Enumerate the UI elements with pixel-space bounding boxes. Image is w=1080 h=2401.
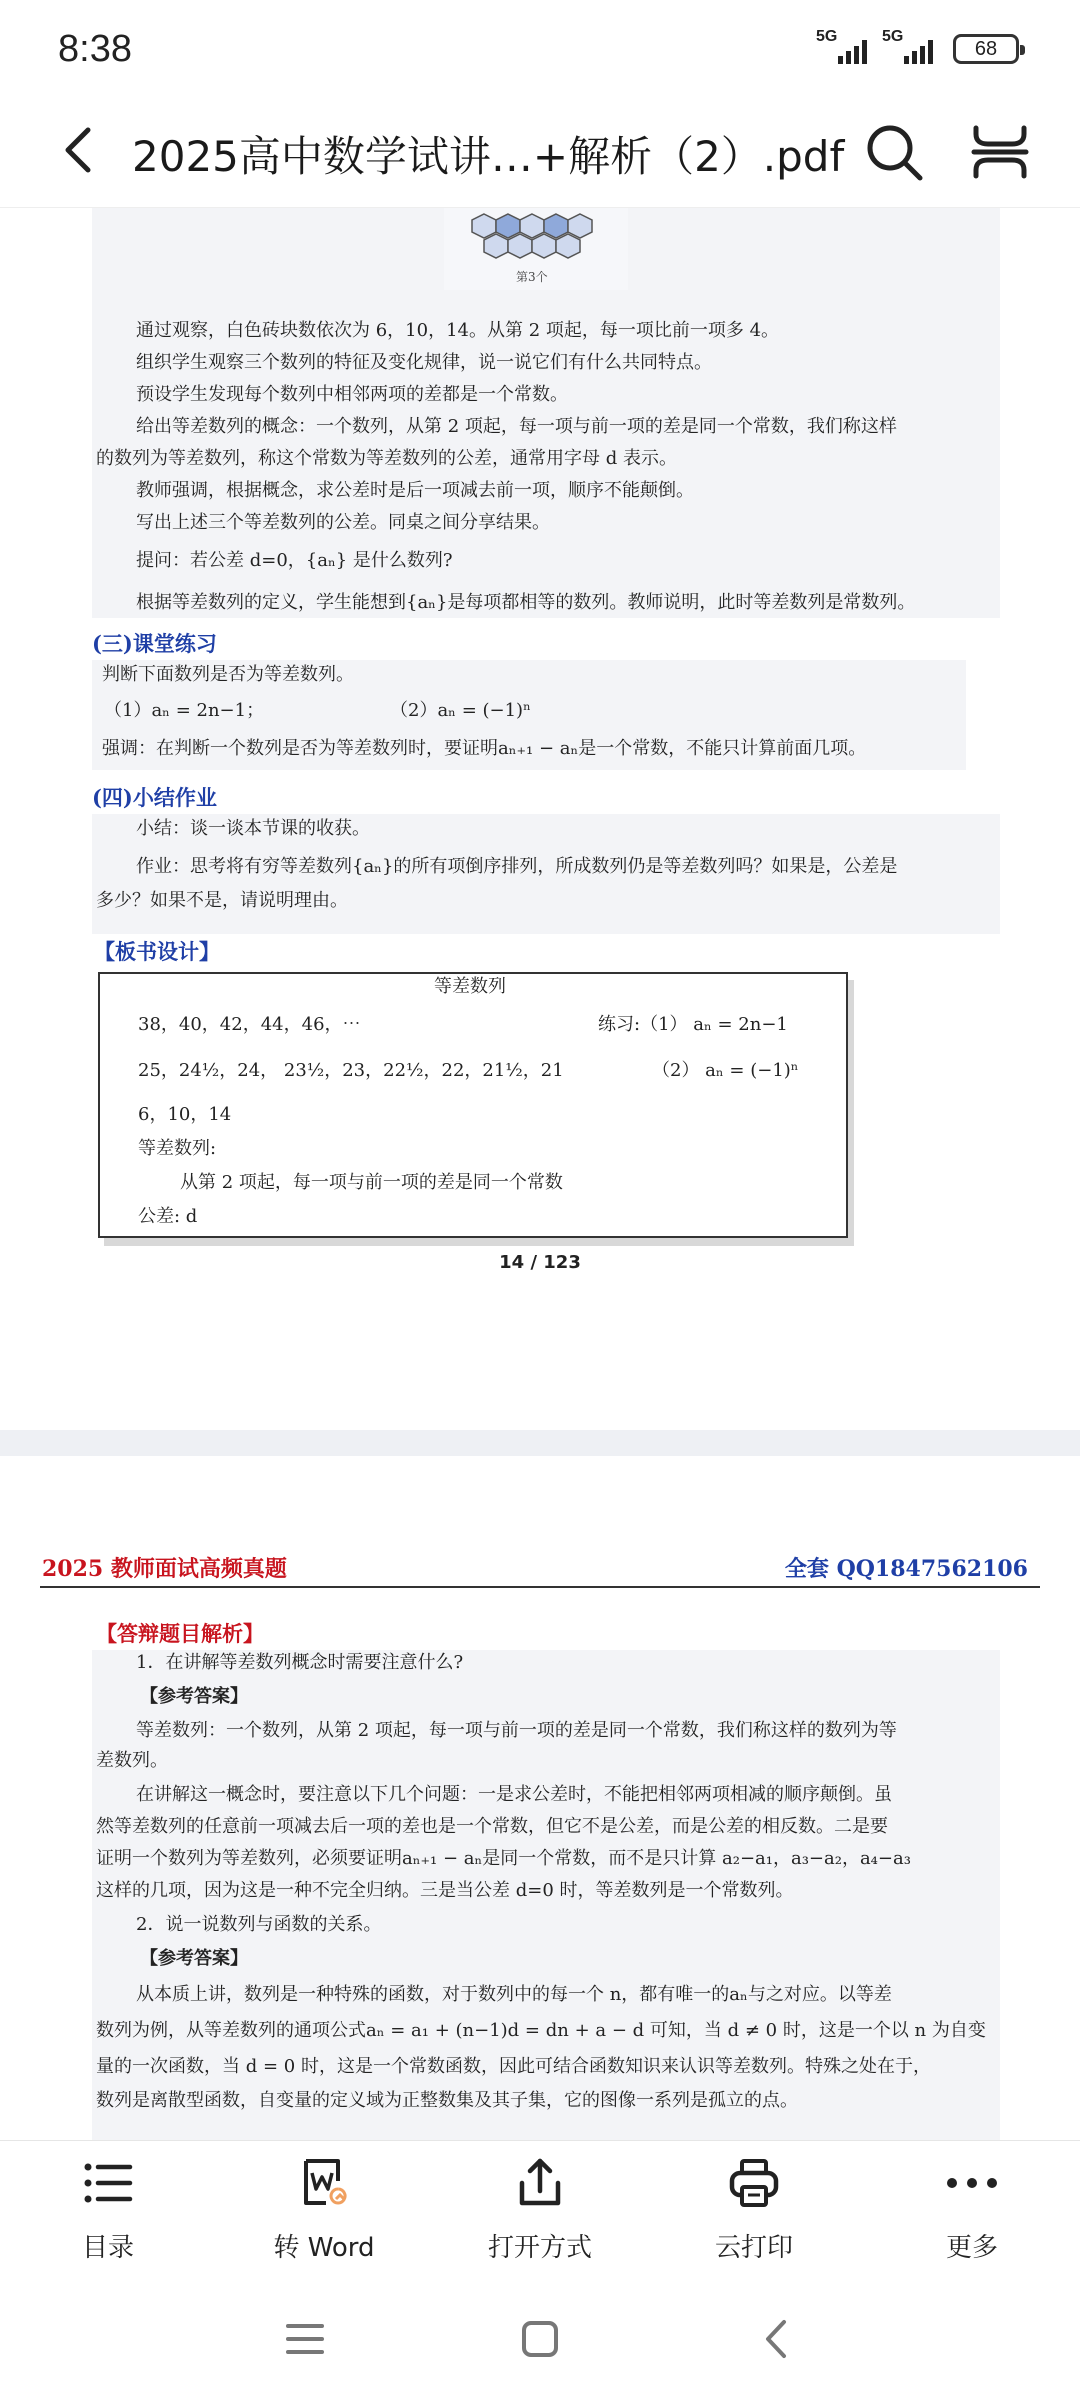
section-heading-practice: (三)课堂练习 (92, 631, 217, 656)
paragraph: 给出等差数列的概念：一个数列，从第 2 项起，每一项与前一项的差是同一个常数，我们称这样 (136, 416, 897, 437)
board-row: 等差数列: (138, 1138, 217, 1159)
pdf-viewer[interactable] (0, 208, 1080, 2140)
section-heading-board: 【板书设计】 (94, 939, 220, 964)
paragraph: 预设学生发现每个数列中相邻两项的差都是一个常数。 (136, 384, 568, 405)
section-heading-answers: 【答辩题目解析】 (96, 1621, 264, 1646)
battery-level: 68 (974, 37, 998, 60)
convert-word-button[interactable] (234, 2155, 414, 2275)
board-exercise: 练习:（1） aₙ = 2n−1 (598, 1014, 788, 1035)
signal-icon (816, 30, 880, 66)
system-back-button[interactable] (752, 2314, 802, 2364)
cloud-print-button[interactable] (664, 2155, 844, 2275)
paragraph: 的数列为等差数列，称这个常数为等差数列的公差，通常用字母 d 表示。 (96, 448, 677, 469)
status-bar (0, 0, 1080, 96)
paragraph: 教师强调，根据概念，求公差时是后一项减去前一项，顺序不能颠倒。 (136, 480, 694, 501)
open-with-label: 打开方式 (487, 2233, 592, 2263)
paragraph: 作业：思考将有穷等差数列{aₙ}的所有项倒序排列，所成数列仍是等差数列吗？如果是，公差是 (136, 856, 898, 877)
paragraph: 数列是离散型函数，自变量的定义域为正整数集及其子集，它的图像一系列是孤立的点。 (96, 2090, 798, 2111)
question: 2．说一说数列与函数的关系。 (136, 1914, 382, 1935)
toc-label: 目录 (81, 2233, 134, 2263)
paragraph: 然等差数列的任意前一项减去后一项的差也是一个常数，但它不是公差，而是公差的相反数。二是要 (96, 1816, 888, 1837)
board-design-box (98, 972, 848, 1238)
hexagon-figure (444, 208, 628, 290)
hexagon-tiles-icon (444, 208, 628, 268)
home-square-icon (515, 2314, 565, 2364)
status-time: 8:38 (58, 28, 132, 70)
page-header-left: 2025 教师面试高频真题 (42, 1556, 287, 1582)
back-triangle-icon (752, 2314, 802, 2364)
header-rule (40, 1586, 1040, 1588)
paragraph: 差数列。 (96, 1750, 168, 1771)
title-bar (0, 96, 1080, 208)
paragraph: 判断下面数列是否为等差数列。 (102, 664, 354, 685)
printer-icon (726, 2155, 782, 2211)
paragraph: 通过观察，白色砖块数依次为 6，10，14。从第 2 项起，每一项比前一项多 4。 (136, 320, 780, 341)
pdf-page-14 (0, 208, 1080, 1430)
reading-mode-icon (968, 120, 1032, 184)
paragraph: 证明一个数列为等差数列，必须要证明aₙ₊₁ − aₙ是同一个常数，而不是只计算 a₂−a₁，a₃−a₂，a₄−a₃ (96, 1848, 911, 1869)
section-heading-summary: (四)小结作业 (92, 785, 217, 810)
page-separator (0, 1430, 1080, 1456)
board-row: 从第 2 项起，每一项与前一项的差是同一个常数 (180, 1172, 563, 1193)
signal-label: 5G (816, 28, 838, 45)
bottom-toolbar (0, 2140, 1080, 2280)
menu-icon (280, 2314, 330, 2364)
paragraph: 多少？如果不是，请说明理由。 (96, 890, 348, 911)
share-icon (512, 2155, 568, 2211)
board-title: 等差数列 (434, 976, 506, 997)
page-number: 14 / 123 (499, 1252, 581, 1273)
board-row: 38，40，42，44，46，⋯ (138, 1014, 361, 1035)
battery-icon (953, 34, 1019, 64)
signal-label-2: 5G (882, 28, 904, 45)
question: 1．在讲解等差数列概念时需要注意什么? (136, 1652, 464, 1673)
paragraph: 这样的几项，因为这是一种不完全归纳。三是当公差 d=0 时，等差数列是一个常数列。 (96, 1880, 794, 1901)
open-with-button[interactable] (450, 2155, 630, 2275)
chevron-left-icon (50, 120, 110, 180)
paragraph: 量的一次函数，当 d = 0 时，这是一个常数函数，因此可结合函数知识来认识等差数列。特殊之处在于， (96, 2056, 931, 2077)
board-row: 6，10，14 (138, 1104, 232, 1125)
paragraph: 写出上述三个等差数列的公差。同桌之间分享结果。 (136, 512, 550, 533)
board-exercise: （2） aₙ = (−1)ⁿ (652, 1060, 799, 1081)
paragraph: 组织学生观察三个数列的特征及变化规律，说一说它们有什么共同特点。 (136, 352, 712, 373)
toc-button[interactable] (18, 2155, 198, 2275)
signal-icon-2 (882, 30, 946, 66)
word-convert-icon (296, 2155, 352, 2211)
search-icon (862, 120, 926, 184)
home-button[interactable] (515, 2314, 565, 2364)
page-header-right: 全套 QQ1847562106 (784, 1556, 1028, 1582)
list-icon (80, 2155, 136, 2211)
reading-mode-button[interactable] (968, 120, 1032, 184)
reference-answer-label: 【参考答案】 (140, 1948, 248, 1969)
paragraph: 从本质上讲，数列是一种特殊的函数，对于数列中的每一个 n，都有唯一的aₙ与之对应。以等差 (136, 1984, 892, 2005)
paragraph: 小结：谈一谈本节课的收获。 (136, 818, 370, 839)
cloud-print-label: 云打印 (714, 2233, 793, 2263)
more-button[interactable] (882, 2155, 1062, 2275)
exercise-1: （1）aₙ = 2n−1； (104, 700, 265, 721)
exercise-2: （2）aₙ = (−1)ⁿ (390, 700, 531, 721)
paragraph: 强调：在判断一个数列是否为等差数列时，要证明aₙ₊₁ − aₙ是一个常数，不能只计算前面几项。 (102, 738, 867, 759)
document-title: 2025高中数学试讲…+解析（2）.pdf (132, 132, 845, 181)
paragraph: 在讲解这一概念时，要注意以下几个问题：一是求公差时，不能把相邻两项相减的顺序颠倒。虽 (136, 1784, 892, 1805)
recent-apps-button[interactable] (280, 2314, 330, 2364)
paragraph: 提问：若公差 d=0，{aₙ} 是什么数列? (136, 550, 453, 571)
more-label: 更多 (945, 2233, 998, 2263)
paragraph: 等差数列：一个数列，从第 2 项起，每一项与前一项的差是同一个常数，我们称这样的数列为等 (136, 1720, 897, 1741)
figure-caption: 第3个 (516, 270, 548, 284)
board-row: 公差: d (138, 1206, 198, 1227)
paragraph: 数列为例，从等差数列的通项公式aₙ = a₁ + (n−1)d = dn + a − d 可知，当 d ≠ 0 时，这是一个以 n 为自变 (96, 2020, 986, 2041)
convert-word-label: 转 Word (273, 2233, 375, 2263)
paragraph: 根据等差数列的定义，学生能想到{aₙ}是每项都相等的数列。教师说明，此时等差数列是常数列。 (136, 592, 916, 613)
back-button[interactable] (50, 120, 110, 180)
search-button[interactable] (862, 120, 926, 184)
more-icon (944, 2155, 1000, 2211)
board-row: 25，24½，24， 23½，23，22½，22，21½，21 (138, 1060, 564, 1081)
reference-answer-label: 【参考答案】 (140, 1686, 248, 1707)
system-nav-bar (0, 2280, 1080, 2401)
